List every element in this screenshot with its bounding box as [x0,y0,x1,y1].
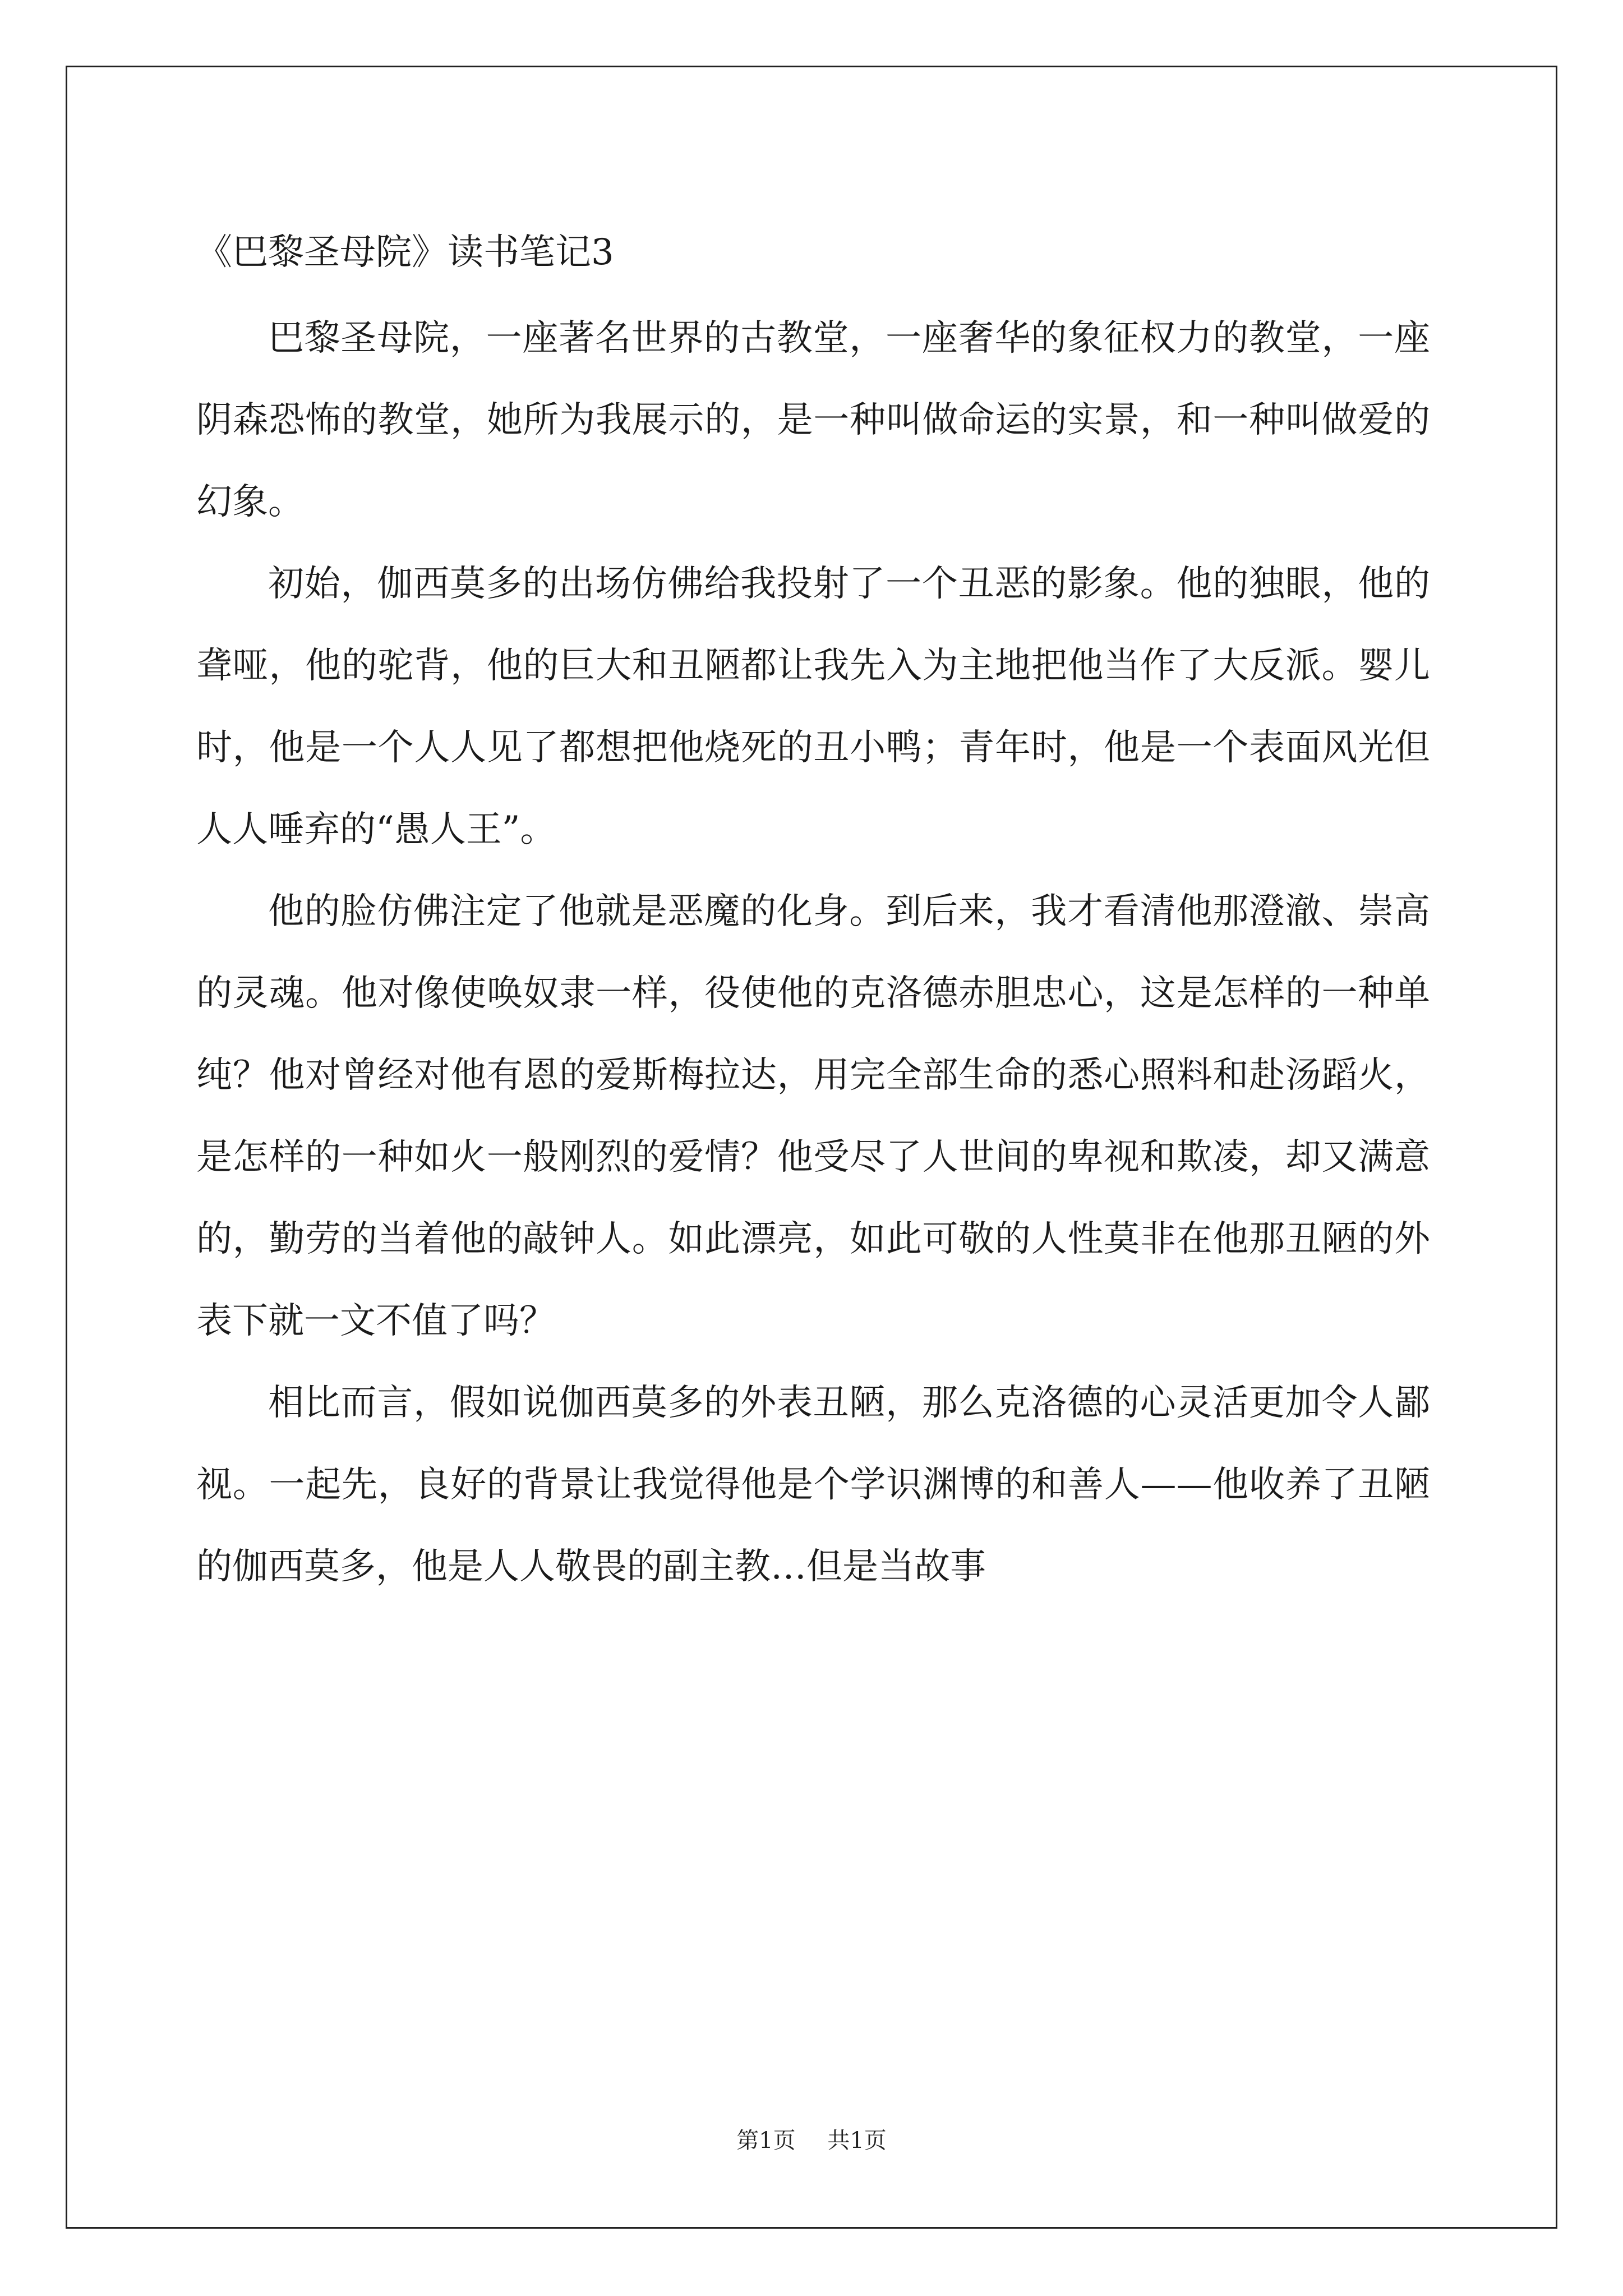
paragraph-3: 他的脸仿佛注定了他就是恶魔的化身。到后来，我才看清他那澄澈、崇高的灵魂。他对像使唤奴隶一样，役使他的克洛德赤胆忠心，这是怎样的一种单纯？他对曾经对他有恩的爱斯梅拉达，用完全部生命的悉心照料和赴汤蹈火，是怎样的一种如火一般刚烈的爱情？他受尽了人世间的卑视和欺凌，却又满意的，勤劳的当着他的敲钟人。如此漂亮，如此可敬的人性莫非在他那丑陋的外表下就一文不值了吗？ [196,891,1430,1342]
page-total: 共1页 [827,2128,887,2154]
page-footer [0,2124,1623,2157]
paragraph-2: 初始，伽西莫多的出场仿佛给我投射了一个丑恶的影象。他的独眼，他的聋哑，他的驼背，他的巨大和丑陋都让我先入为主地把他当作了大反派。婴儿时，他是一个人人见了都想把他烧死的丑小鸭；青年时，他是一个表面风光但人人唾弃的“愚人王”。 [196,563,1430,850]
paragraph-4: 相比而言，假如说伽西莫多的外表丑陋，那么克洛德的心灵活更加令人鄙视。一起先，良好的背景让我觉得他是个学识渊博的和善人——他收养了丑陋的伽西莫多，他是人人敬畏的副主教…但是当故事 [196,1382,1430,1588]
page-number: 第1页 [736,2128,796,2154]
document-title: 《巴黎圣母院》读书笔记3 [196,232,614,273]
paragraph-1: 巴黎圣母院，一座著名世界的古教堂，一座奢华的象征权力的教堂，一座阴森恐怖的教堂，她所为我展示的，是一种叫做命运的实景，和一种叫做爱的幻象。 [196,318,1430,523]
document-body [196,297,1430,1608]
